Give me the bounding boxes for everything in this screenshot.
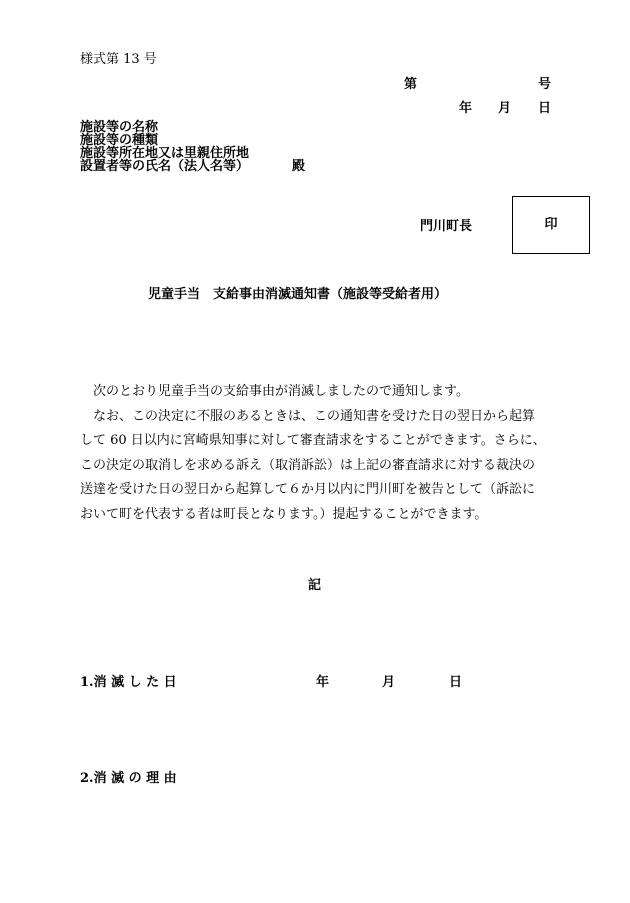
- date-day: 日: [538, 101, 552, 116]
- item1-day: 日: [449, 675, 463, 690]
- honorific: 殿: [292, 159, 306, 174]
- date-year: 年: [459, 101, 473, 116]
- number-suffix: 号: [538, 77, 552, 92]
- seal-box: [512, 196, 590, 254]
- issuer-title: 門川町長: [420, 219, 473, 234]
- date-month: 月: [498, 101, 512, 116]
- seal-label: 印: [544, 217, 558, 233]
- facility-address-label: 施設等所在地又は里親住所地: [80, 146, 250, 161]
- body-line: おいて町を代表する者は町長となります。）提起することができます。: [80, 506, 488, 522]
- body-line: して 60 日以内に宮崎県知事に対して審査請求をすることができます。さらに、: [80, 433, 546, 448]
- document-title: 児童手当 支給事由消滅通知書（施設等受給者用）: [148, 287, 448, 302]
- item1-label: 1.消 滅 し た 日: [80, 675, 177, 690]
- item1-year: 年: [316, 675, 330, 690]
- facility-name-label: 施設等の名称: [80, 120, 159, 135]
- body-line: 次のとおり児童手当の支給事由が消滅しましたので通知します。: [80, 384, 469, 399]
- body-line: 送達を受けた日の翌日から起算して６か月以内に門川町を被告として（訴訟に: [80, 482, 536, 497]
- item1-month: 月: [382, 675, 396, 690]
- body-text: [80, 380, 556, 527]
- facility-type-label: 施設等の種類: [80, 133, 159, 148]
- form-number: 様式第 13 号: [80, 52, 157, 67]
- item2-label: 2.消 滅 の 理 由: [80, 771, 177, 786]
- body-line: なお、この決定に不服のあるときは、この通知書を受けた日の翌日から起算: [80, 408, 536, 424]
- number-prefix: 第: [404, 77, 418, 92]
- founder-name-label: 設置者等の氏名（法人名等）: [80, 159, 250, 174]
- ki-heading: 記: [308, 578, 322, 593]
- body-line: この決定の取消しを求める訴え（取消訴訟）は上記の審査請求に対する裁決の: [80, 457, 536, 473]
